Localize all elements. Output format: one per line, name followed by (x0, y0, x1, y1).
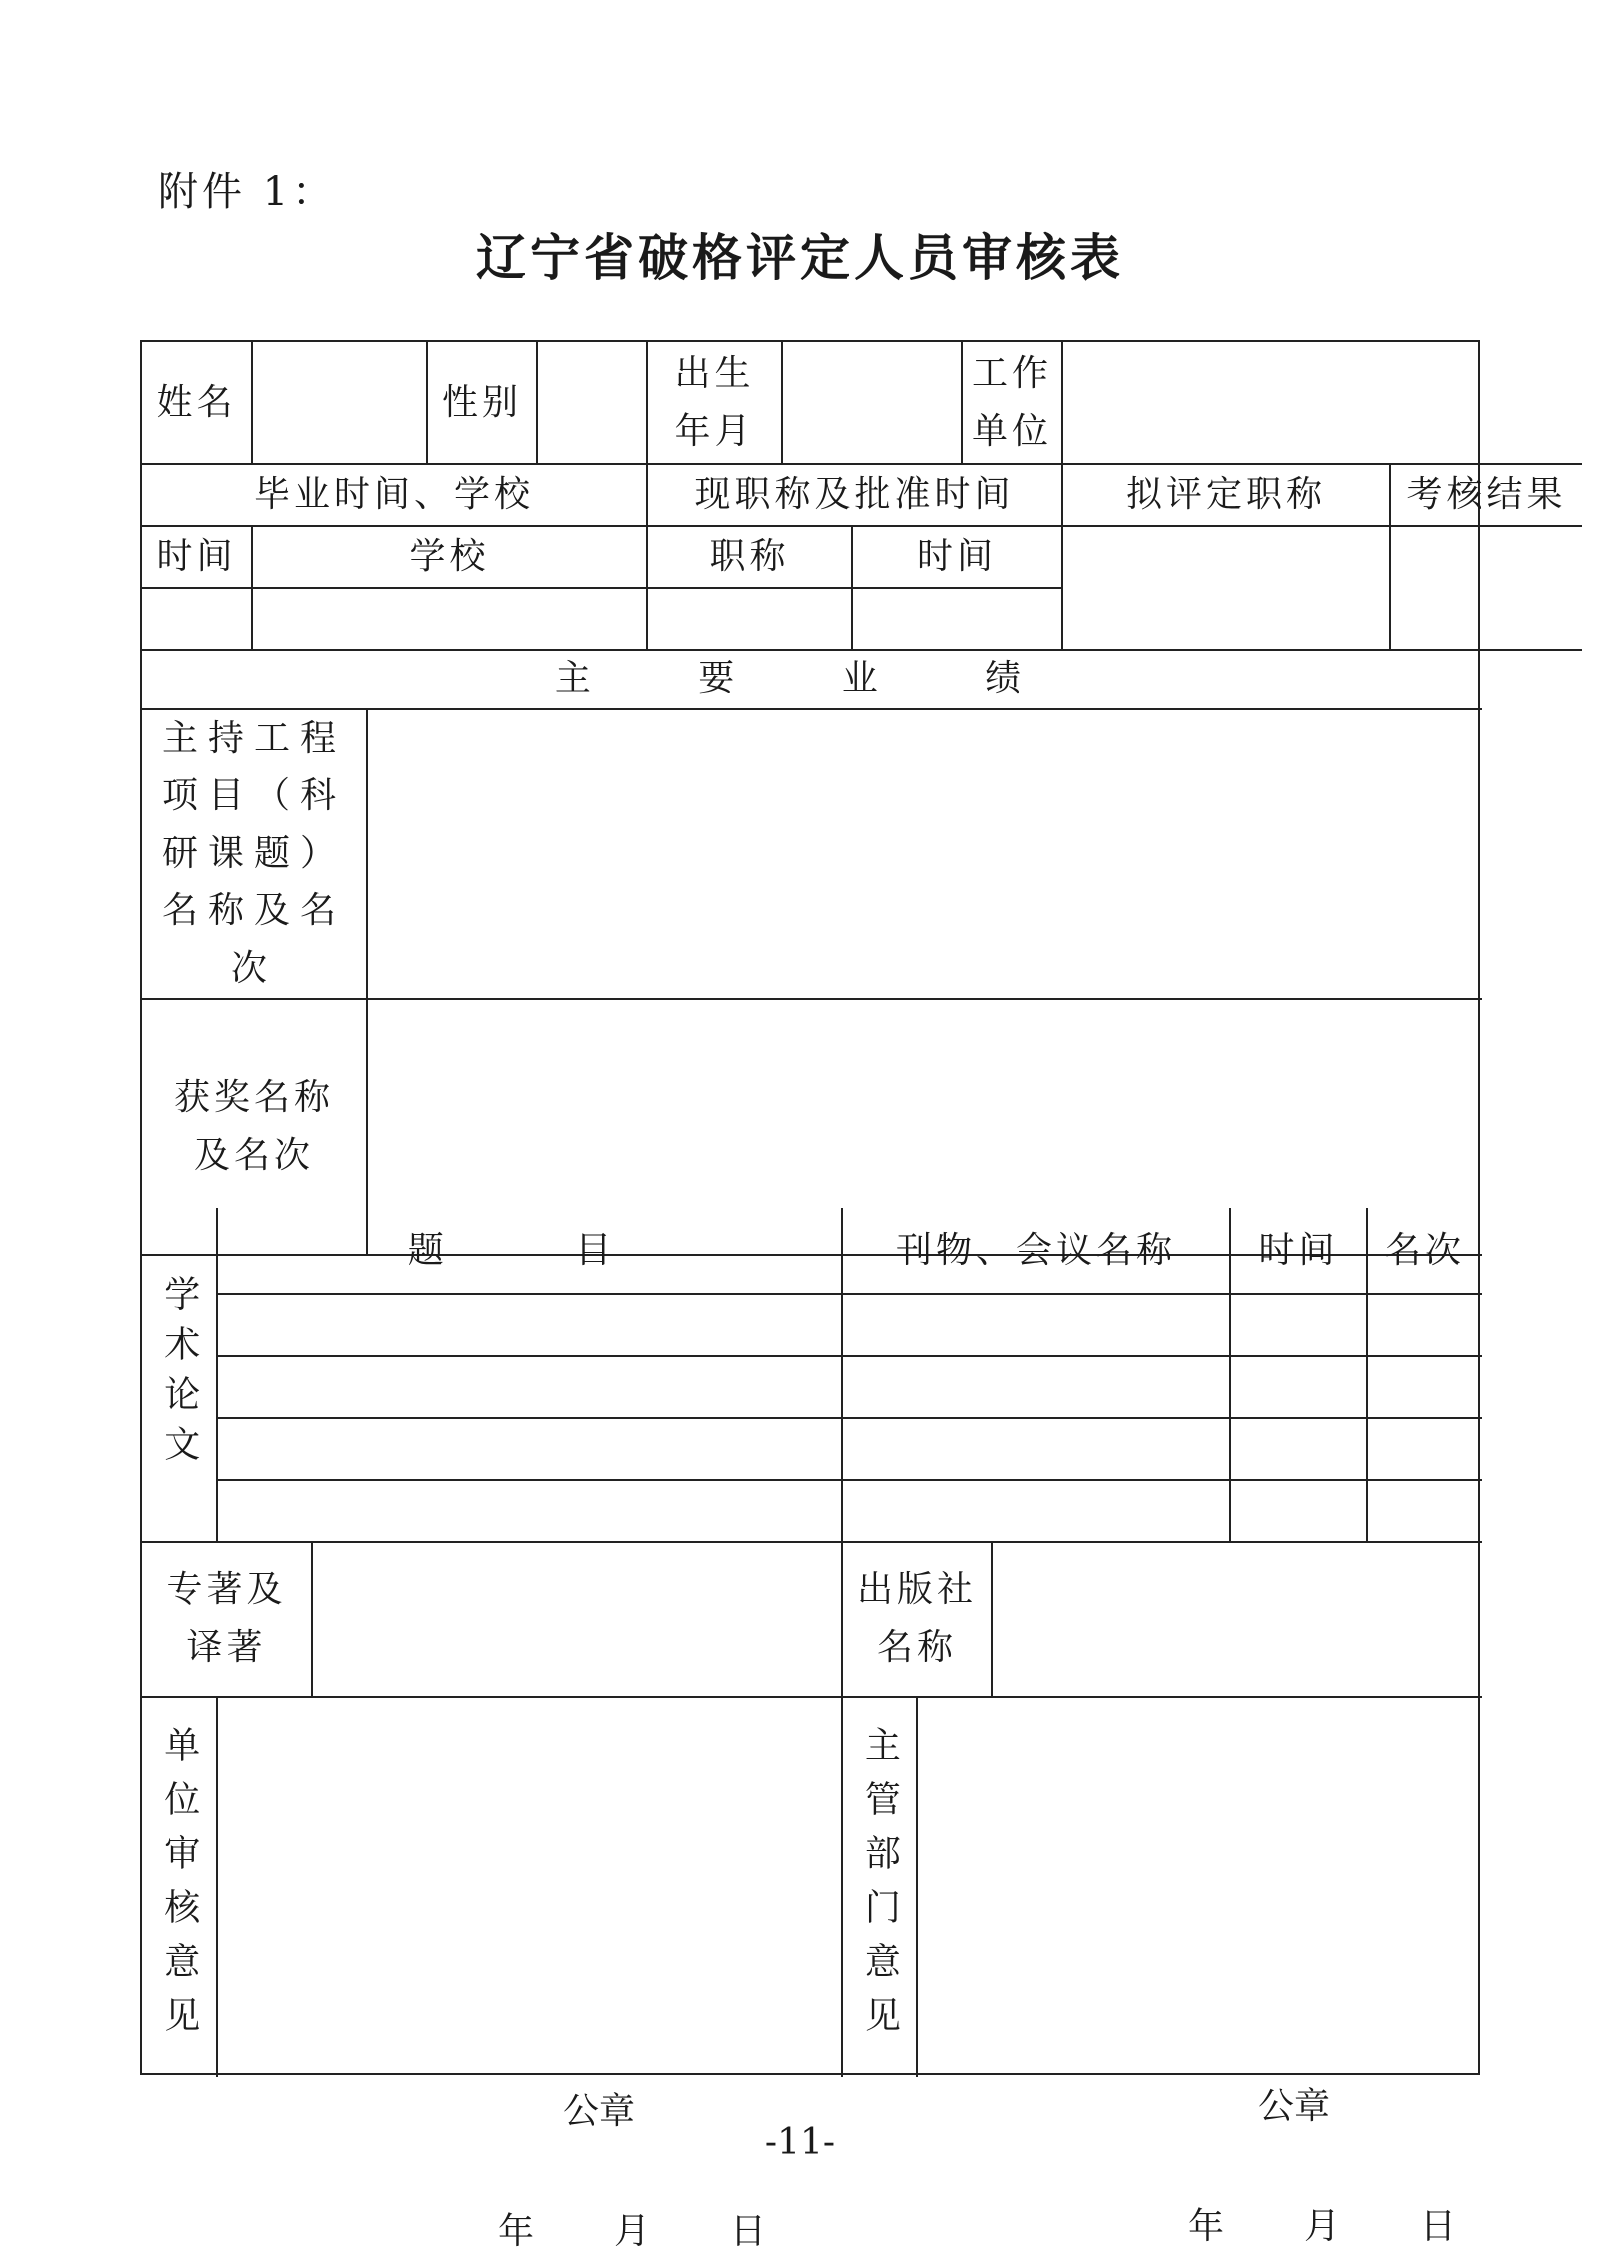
paper-row (142, 1356, 1482, 1418)
assessment-result-header: 考核结果 (1390, 464, 1582, 526)
personal-info-table (142, 342, 1582, 651)
awards-label: 获奖名称及名次 (142, 999, 367, 1255)
unit-date (498, 2203, 768, 2261)
gender-label: 性别 (427, 342, 537, 464)
monograph-field[interactable] (312, 1542, 842, 1697)
monograph-label: 专著及译著 (142, 1542, 312, 1697)
title-field[interactable] (647, 588, 852, 650)
name-label: 姓名 (142, 342, 252, 464)
unit-opinion-label (142, 1697, 217, 2077)
paper-rank-field[interactable] (1367, 1294, 1482, 1356)
paper-time-field[interactable] (1230, 1480, 1367, 1542)
unit-date-month: 月 (614, 2210, 653, 2252)
assessment-result-field[interactable] (1390, 526, 1582, 650)
birth-field[interactable] (782, 342, 962, 464)
workplace-label (962, 342, 1062, 464)
publisher-label-line2: 名称 (877, 1627, 958, 1668)
dept-opinion-label-text: 主管部门意见 (859, 1725, 901, 2050)
paper-rank-header: 名次 (1367, 1208, 1482, 1294)
dept-opinion-field[interactable] (917, 1697, 1482, 2247)
paper-title-field[interactable] (217, 1480, 842, 1542)
workplace-field[interactable] (1062, 342, 1582, 464)
paper-title-field[interactable] (217, 1418, 842, 1480)
publisher-label (842, 1542, 992, 1697)
paper-row (142, 1480, 1482, 1542)
workplace-label-line1: 工作 (971, 352, 1052, 394)
paper-journal-field[interactable] (842, 1418, 1230, 1480)
dept-seal-text: 公章 (1258, 2085, 1331, 2127)
graduation-header: 毕业时间、学校 (142, 464, 647, 526)
achievements-table (142, 650, 1482, 1256)
unit-date-day: 日 (730, 2210, 769, 2252)
page-number: -11- (764, 2122, 836, 2163)
paper-title-field[interactable] (217, 1294, 842, 1356)
dept-date-year: 年 (1188, 2205, 1227, 2247)
school-field[interactable] (252, 588, 647, 650)
paper-rank-field[interactable] (1367, 1356, 1482, 1418)
journal-header: 刊物、会议名称 (842, 1208, 1230, 1294)
projects-label: 主持工程项目（科研课题）名称及名次 (142, 709, 367, 999)
form-title: 辽宁省破格评定人员审核表 (476, 229, 1124, 287)
paper-time-field[interactable] (1230, 1294, 1367, 1356)
current-title-header: 现职称及批准时间 (647, 464, 1062, 526)
birth-label (647, 342, 782, 464)
gender-field[interactable] (537, 342, 647, 464)
achievements-heading: 主 要 业 绩 (142, 650, 1482, 709)
school-header: 学校 (252, 526, 647, 588)
dept-date-month: 月 (1304, 2205, 1343, 2247)
name-field[interactable] (252, 342, 427, 464)
paper-journal-field[interactable] (842, 1480, 1230, 1542)
proposed-title-field[interactable] (1062, 526, 1390, 650)
publisher-field[interactable] (992, 1542, 1482, 1697)
paper-journal-field[interactable] (842, 1356, 1230, 1418)
workplace-label-line2: 单位 (971, 410, 1052, 452)
proposed-title-header: 拟评定职称 (1062, 464, 1390, 526)
publisher-label-line1: 出版社 (857, 1569, 978, 1611)
papers-side-label-text: 学术论文 (158, 1274, 200, 1475)
dept-opinion-label (842, 1697, 917, 2077)
unit-opinion-label-text: 单位审核意见 (158, 1725, 200, 2050)
unit-seal-text: 公章 (563, 2090, 636, 2132)
paper-title-header: 题 目 (217, 1208, 842, 1294)
projects-field[interactable] (367, 709, 1482, 999)
graduation-time-header: 时间 (142, 526, 252, 588)
paper-time-field[interactable] (1230, 1418, 1367, 1480)
attachment-label: 附件 1： (158, 169, 337, 215)
dept-date-day: 日 (1420, 2205, 1459, 2247)
paper-journal-field[interactable] (842, 1294, 1230, 1356)
paper-time-field[interactable] (1230, 1356, 1367, 1418)
title-header: 职称 (647, 526, 852, 588)
paper-rank-field[interactable] (1367, 1480, 1482, 1542)
paper-row (142, 1294, 1482, 1356)
paper-time-header: 时间 (1230, 1208, 1367, 1294)
papers-side-label (142, 1208, 217, 1542)
dept-date (1188, 2198, 1458, 2256)
papers-table (142, 1208, 1482, 1543)
title-time-header: 时间 (852, 526, 1062, 588)
unit-date-year: 年 (498, 2210, 537, 2252)
birth-label-line2: 年月 (674, 410, 755, 452)
paper-title-field[interactable] (217, 1356, 842, 1418)
graduation-time-field[interactable] (142, 588, 252, 650)
birth-label-line1: 出生 (674, 352, 755, 394)
title-time-field[interactable] (852, 588, 1062, 650)
paper-row (142, 1418, 1482, 1480)
paper-rank-field[interactable] (1367, 1418, 1482, 1480)
